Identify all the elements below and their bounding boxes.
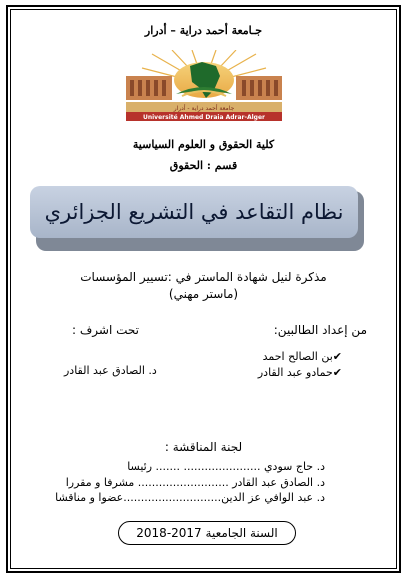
svg-text:Université Ahmed Draia Adrar-A: Université Ahmed Draia Adrar-Alger	[142, 114, 266, 121]
checkmark-icon: ✔	[332, 366, 342, 379]
university-name: جـامعة أحمد دراية – أدرار	[144, 24, 263, 37]
jury-heading: لجنة المناقشة :	[164, 440, 243, 454]
student-name-1: ✔بن الصالح احمد	[262, 350, 342, 363]
checkmark-icon: ✔	[332, 350, 342, 363]
jury-member-2: د. الصادق عبد القادر .......................... مشرفا و مقررا	[65, 476, 325, 489]
students-heading: من إعداد الطالبين:	[273, 323, 367, 337]
student-name-2: ✔حمادو عبد القادر	[257, 366, 342, 379]
svg-text:جامعة أحمد دراية - أدرار: جامعة أحمد دراية - أدرار	[173, 105, 235, 112]
jury-member-1: د. حاج سودي ...................... ....... رئيسا	[127, 460, 325, 473]
jury-member-3: د. عبد الوافي عز الدين............................عضوا و مناقشا	[55, 491, 325, 504]
supervisor-heading: تحت اشرف :	[72, 323, 139, 337]
faculty-name: كلية الحقوق و العلوم السياسية	[132, 138, 275, 151]
thesis-subtitle: مذكرة لنيل شهادة الماستر في :تسيير المؤسسات	[80, 270, 327, 284]
thesis-title: نظام التقاعد في التشريع الجزائري	[30, 186, 358, 238]
academic-year: السنة الجامعية 2017-2018	[118, 521, 296, 545]
thesis-degree-type: (ماستر مهني)	[168, 287, 239, 301]
supervisor-name: د. الصادق عبد القادر	[64, 364, 157, 377]
university-logo	[112, 50, 296, 122]
department-name: قسم : الحقوق	[169, 159, 238, 172]
